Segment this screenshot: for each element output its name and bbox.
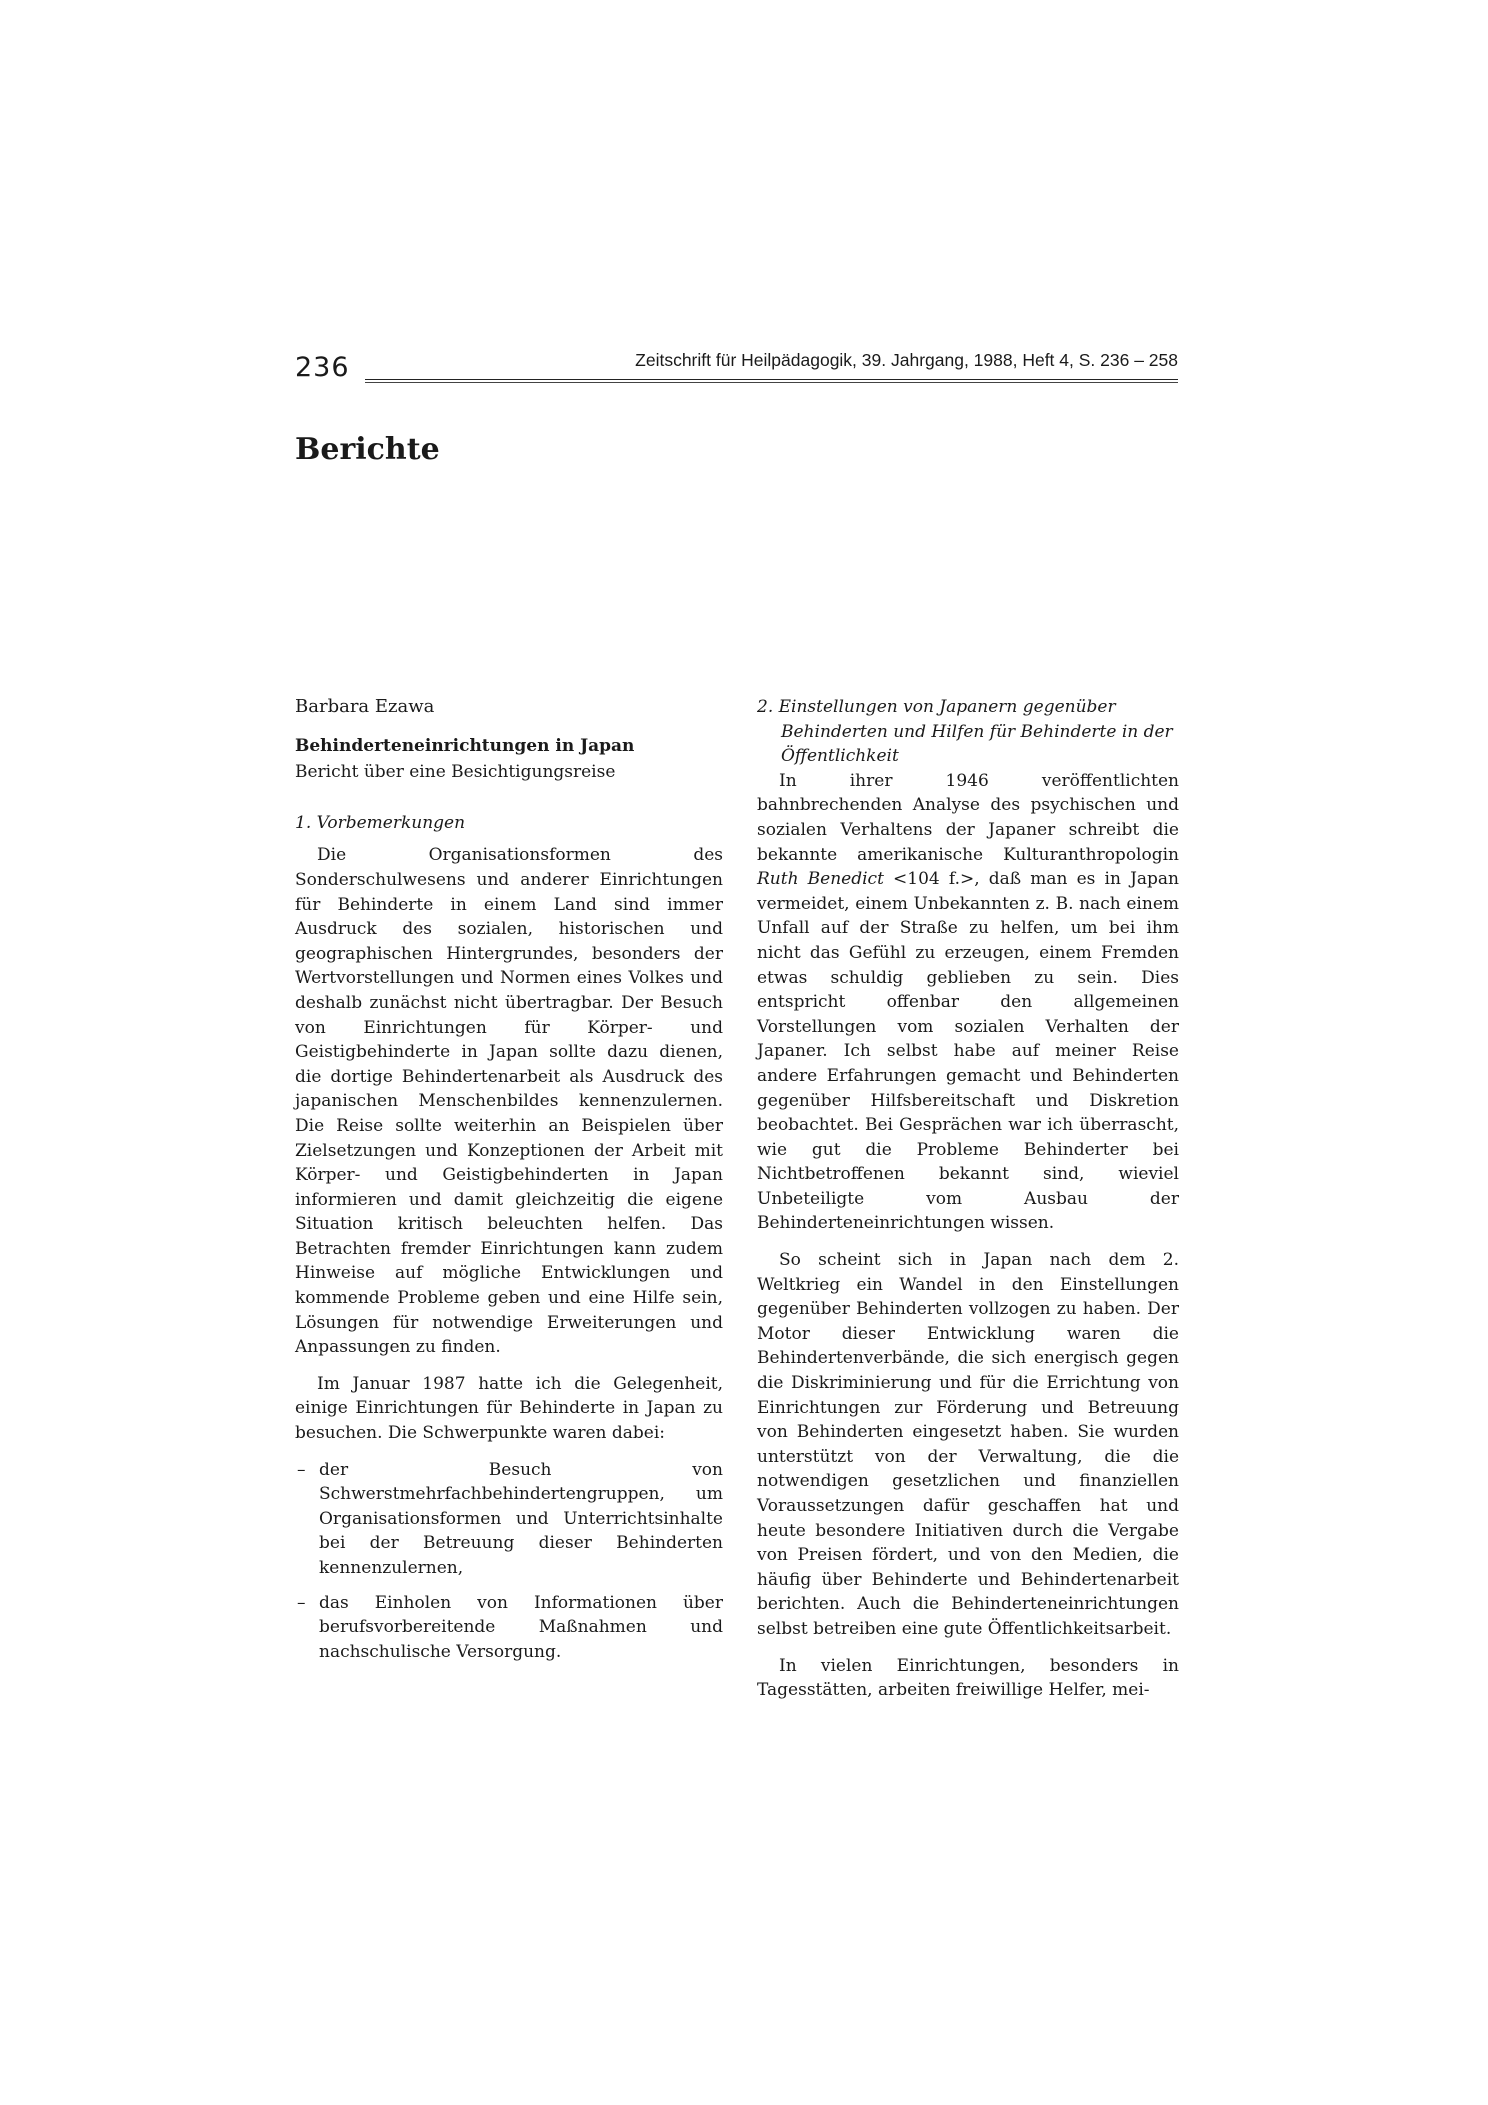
cited-author: Ruth Benedict [757,869,884,890]
paragraph-text: In ihrer 1946 veröffentlichten bahnbrechenden Analyse des psychischen und sozialen Verhaltens der Japaner schreibt die bekannte amerikanische Kulturanthropologin [757,770,1179,865]
focus-list [295,1458,723,1665]
section-heading-2: 2. Einstellungen von Japanern gegenüber Behinderten und Hilfen für Behinderte in der Öffentlichkeit [757,697,1173,767]
paragraph: Die Organisationsformen des Sonderschulwesens und anderer Einrichtungen für Behinderte in einem Land sind immer Ausdruck des sozialen, historischen und geographischen Hintergrundes, besonders der Wertvorstellungen und Normen eines Volkes und deshalb zunächst nicht übertragbar. Der Besuch von Einrichtungen für Körper- und Geistigbehinderte in Japan sollte dazu dienen, die dortige Behindertenarbeit als Ausdruck des japanischen Menschenbildes kennenzulernen. Die Reise sollte weiterhin an Beispielen über Zielsetzungen und Konzeptionen der Arbeit mit Körper- und Geistigbehinderten in Japan informieren und damit gleichzeitig die eigene Situation kritisch beleuchten helfen. Das Betrachten fremder Einrichtungen kann zudem Hinweise auf mögliche Entwicklungen und kommende Probleme geben und eine Hilfe sein, Lösungen für notwendige Erweiterungen und Anpassungen zu finden. [295,845,723,1358]
header-rule [365,379,1178,383]
list-item: – das Einholen von Informationen über berufsvorbereitende Maßnahmen und nachschulische Versorgung. [295,1591,723,1665]
right-column [757,695,1179,1703]
article-subtitle: Bericht über eine Besichtigungsreise [295,762,616,783]
page-number: 236 [295,352,350,383]
paragraph: Im Januar 1987 hatte ich die Gelegenheit, einige Einrichtungen für Behinderte in Japan zu besuchen. Die Schwerpunkte waren dabei: [295,1373,723,1444]
paragraph: In vielen Einrichtungen, besonders in Tagesstätten, arbeiten freiwillige Helfer, mei- [757,1655,1179,1701]
journal-citation: Zeitschrift für Heilpädagogik, 39. Jahrgang, 1988, Heft 4, S. 236 – 258 [635,350,1178,370]
left-column [295,695,723,1664]
paragraph-text: <104 f.>, daß man es in Japan vermeidet, einem Unbekannten z. B. nach einem Unfall auf der Straße zu helfen, um bei ihm nicht das Gefühl zu erzeugen, einem Fremden etwas schuldig geblieben zu sein. Dies entspricht offenbar den allgemeinen Vorstellungen vom sozialen Verhalten der Japaner. Ich selbst habe auf meiner Reise andere Erfahrungen gemacht und Behinderten gegenüber Hilfsbereitschaft und Diskretion beobachtet. Bei Gesprächen war ich überrascht, wie gut die Probleme Behinderter bei Nichtbetroffenen bekannt sind, wieviel Unbeteiligte vom Ausbau der Behinderteneinrichtungen wissen. [757,869,1179,1234]
paragraph: So scheint sich in Japan nach dem 2. Weltkrieg ein Wandel in den Einstellungen gegenüber Behinderten vollzogen zu haben. Der Motor dieser Entwicklung waren die Behindertenverbände, die sich energisch gegen die Diskriminierung und für die Errichtung von Einrichtungen zur Förderung und Betreuung von Behinderten eingesetzt haben. Sie wurden unterstützt von der Verwaltung, die die notwendigen gesetzlichen und finanziellen Voraussetzungen dafür geschaffen hat und heute besondere Initiativen durch die Vergabe von Preisen fördert, und von den Medien, die häufig über Behinderte und Behindertenarbeit berichten. Auch die Behinderteneinrichtungen selbst betreiben eine gute Öffentlichkeitsarbeit. [757,1250,1179,1639]
section-heading-1: 1. Vorbemerkungen [295,812,466,833]
section-title: Berichte [295,432,440,467]
article-author: Barbara Ezawa [295,696,435,717]
list-item: – der Besuch von Schwerstmehrfachbehindertengruppen, um Organisationsformen und Unterrichtsinhalte bei der Betreuung dieser Behinderten kennenzulernen, [295,1458,723,1581]
article-title: Behinderteneinrichtungen in Japan [295,735,635,756]
paragraph [757,769,1179,1236]
